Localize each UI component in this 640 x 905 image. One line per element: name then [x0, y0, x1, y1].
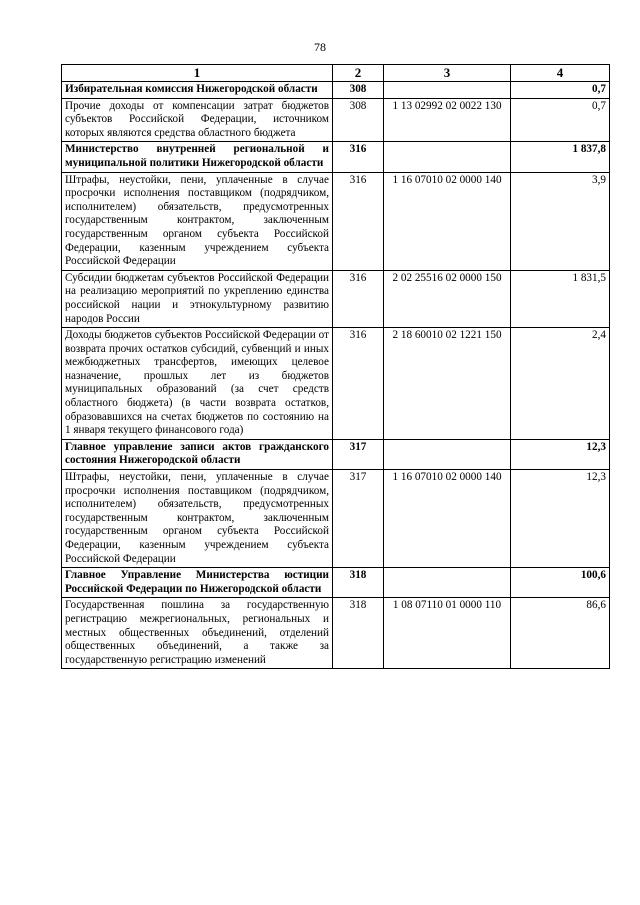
table-body: [62, 82, 610, 669]
row-amount: 1 837,8: [511, 142, 610, 172]
table-row: [62, 328, 610, 440]
row-description: Субсидии бюджетам субъектов Российской Федерации на реализацию мероприятий по укреплению единства российской нации и этнокультурному развитию народов России: [62, 270, 333, 327]
page-number: 78: [314, 40, 326, 54]
row-description: Главное управление записи актов гражданского состояния Нижегородской области: [62, 439, 333, 469]
row-description: Прочие доходы от компенсации затрат бюджетов субъектов Российской Федерации, источником которых являются средства областного бюджета: [62, 98, 333, 142]
header-row: [62, 65, 610, 82]
row-amount: 0,7: [511, 98, 610, 142]
row-description: Государственная пошлина за государственную регистрацию межрегиональных, региональных и местных общественных объединений, отделений общественных объединений, а также за государственную регистрацию изменений: [62, 598, 333, 669]
table-header: [62, 65, 610, 82]
row-budget-code: [384, 439, 511, 469]
table-row: [62, 270, 610, 327]
row-admin-code: 316: [333, 172, 384, 270]
row-budget-code: 1 13 02992 02 0022 130: [384, 98, 511, 142]
row-amount: 2,4: [511, 328, 610, 440]
row-admin-code: 318: [333, 598, 384, 669]
table-row: [62, 98, 610, 142]
row-admin-code: 308: [333, 82, 384, 99]
row-budget-code: 2 18 60010 02 1221 150: [384, 328, 511, 440]
table-row: [62, 172, 610, 270]
row-amount: 86,6: [511, 598, 610, 669]
row-amount: 100,6: [511, 568, 610, 598]
table-row-section: [62, 142, 610, 172]
header-col-3: 3: [384, 65, 511, 82]
header-col-1: 1: [62, 65, 333, 82]
row-admin-code: 316: [333, 270, 384, 327]
row-description: Штрафы, неустойки, пени, уплаченные в случае просрочки исполнения поставщиком (подрядчиком, исполнителем) обязательств, предусмотренных государственным контрактом, заключенным государственным органом субъекта Российской Федерации, казенным учреждением субъекта Российской Федерации: [62, 470, 333, 568]
row-admin-code: 316: [333, 142, 384, 172]
revenue-table: [61, 64, 610, 669]
row-budget-code: [384, 82, 511, 99]
row-description: Штрафы, неустойки, пени, уплаченные в случае просрочки исполнения поставщиком (подрядчиком, исполнителем) обязательств, предусмотренных государственным контрактом, заключенным государственным органом субъекта Российской Федерации, казенным учреждением субъекта Российской Федерации: [62, 172, 333, 270]
row-admin-code: 317: [333, 439, 384, 469]
table-row-section: [62, 82, 610, 99]
row-description: Избирательная комиссия Нижегородской области: [62, 82, 333, 99]
table-row: [62, 470, 610, 568]
row-budget-code: 1 16 07010 02 0000 140: [384, 172, 511, 270]
header-col-2: 2: [333, 65, 384, 82]
row-admin-code: 308: [333, 98, 384, 142]
row-description: Министерство внутренней региональной и муниципальной политики Нижегородской области: [62, 142, 333, 172]
row-amount: 0,7: [511, 82, 610, 99]
row-amount: 12,3: [511, 439, 610, 469]
row-admin-code: 316: [333, 328, 384, 440]
row-description: Доходы бюджетов субъектов Российской Федерации от возврата прочих остатков субсидий, субвенций и иных межбюджетных трансфертов, имеющих целевое назначение, прошлых лет из бюджетов муниципальных образований (за счет средств областного бюджета) (в части возврата остатков, образовавшихся на счетах бюджетов по состоянию на 1 января текущего финансового года): [62, 328, 333, 440]
row-admin-code: 317: [333, 470, 384, 568]
table-row-section: [62, 439, 610, 469]
row-description: Главное Управление Министерства юстиции Российской Федерации по Нижегородской области: [62, 568, 333, 598]
table-row: [62, 598, 610, 669]
row-budget-code: 2 02 25516 02 0000 150: [384, 270, 511, 327]
row-budget-code: 1 08 07110 01 0000 110: [384, 598, 511, 669]
table-row-section: [62, 568, 610, 598]
row-admin-code: 318: [333, 568, 384, 598]
row-budget-code: [384, 142, 511, 172]
row-amount: 1 831,5: [511, 270, 610, 327]
row-amount: 3,9: [511, 172, 610, 270]
row-budget-code: 1 16 07010 02 0000 140: [384, 470, 511, 568]
row-budget-code: [384, 568, 511, 598]
header-col-4: 4: [511, 65, 610, 82]
row-amount: 12,3: [511, 470, 610, 568]
